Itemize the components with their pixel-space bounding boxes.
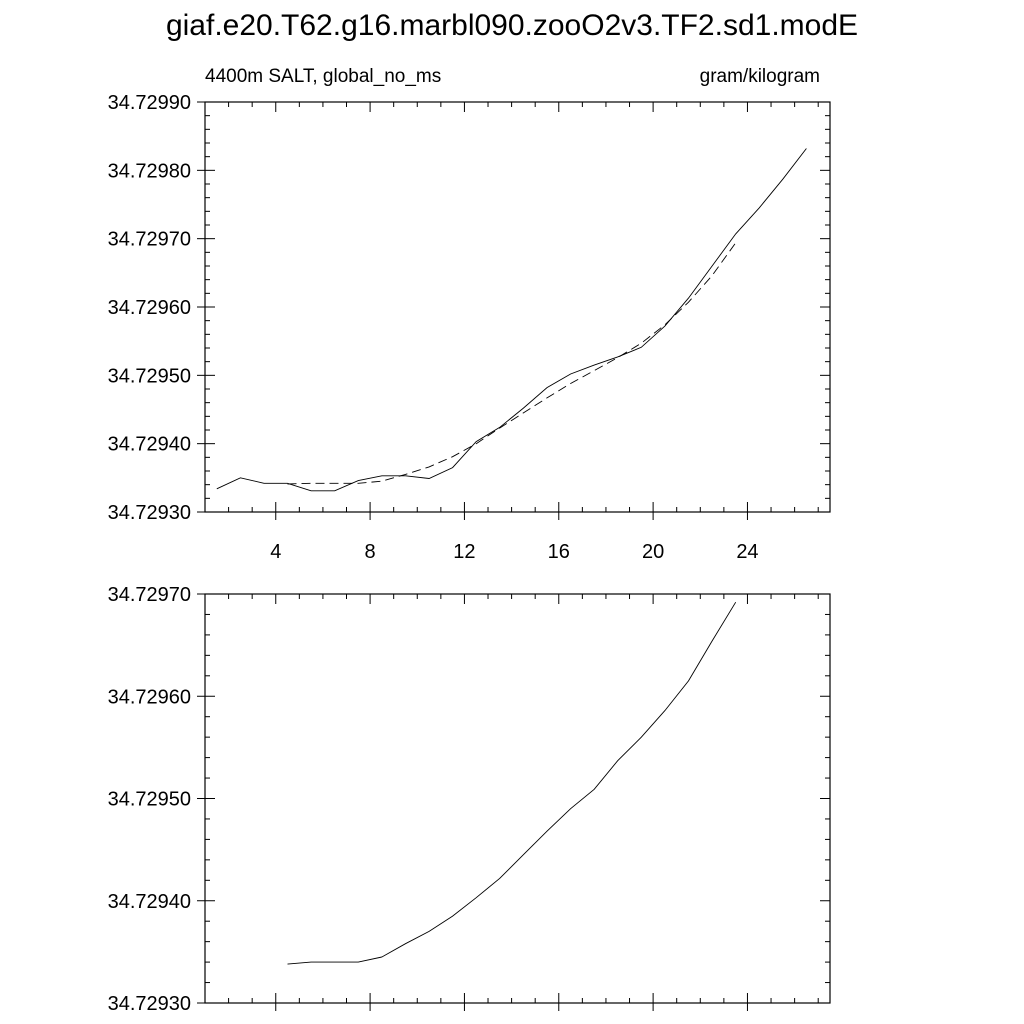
x-tick-label: 20 bbox=[641, 541, 665, 563]
y-tick-label: 34.72960 bbox=[107, 686, 191, 709]
panel-variable-label: 4400m SALT, global_no_ms bbox=[205, 66, 442, 87]
y-tick-label: 34.72950 bbox=[107, 788, 191, 811]
y-tick-label: 34.72970 bbox=[107, 228, 191, 251]
panel-units-label: gram/kilogram bbox=[699, 66, 820, 87]
y-tick-label: 34.72980 bbox=[107, 160, 191, 183]
y-tick-label: 34.72940 bbox=[107, 433, 191, 456]
chart-title: giaf.e20.T62.g16.marbl090.zooO2v3.TF2.sd1.modE bbox=[165, 9, 859, 42]
x-tick-label: 12 bbox=[453, 541, 476, 563]
solid-series-line bbox=[217, 149, 807, 491]
y-tick-label: 34.72970 bbox=[107, 584, 191, 606]
x-tick-label: 8 bbox=[364, 541, 376, 563]
y-tick-label: 34.72930 bbox=[107, 993, 191, 1015]
y-tick-label: 34.72990 bbox=[107, 92, 191, 114]
y-tick-label: 34.72940 bbox=[107, 890, 191, 913]
plot-frame bbox=[205, 594, 830, 1003]
x-tick-label: 24 bbox=[736, 541, 759, 563]
dashed-series-line bbox=[288, 243, 736, 484]
plot-frame bbox=[205, 102, 830, 512]
x-tick-label: 16 bbox=[547, 541, 570, 563]
y-tick-label: 34.72950 bbox=[107, 365, 191, 388]
x-tick-label: 4 bbox=[270, 541, 282, 563]
solid-series-line bbox=[288, 602, 736, 964]
y-tick-label: 34.72960 bbox=[107, 297, 191, 319]
y-tick-label: 34.72930 bbox=[107, 502, 191, 524]
